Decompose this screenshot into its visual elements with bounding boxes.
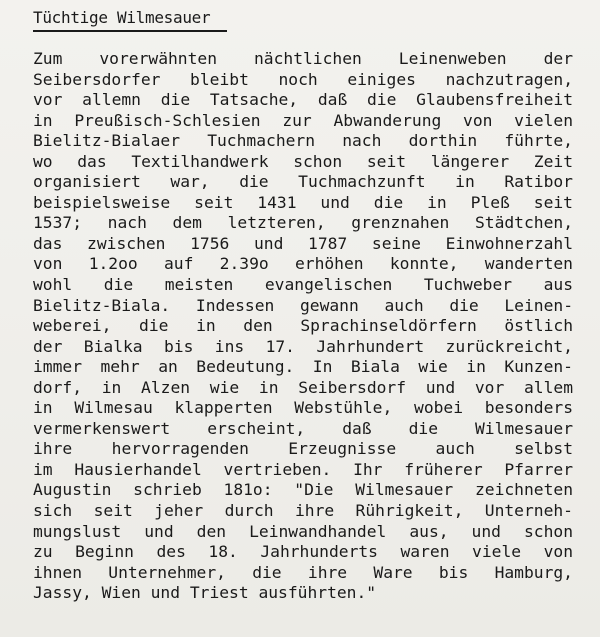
article-body — [33, 49, 573, 604]
text-line: vermerkenswert erscheint, daß die Wilmesauer — [33, 418, 573, 438]
text-line: Augustin schrieb 181o: "Die Wilmesauer zeichneten — [33, 480, 573, 500]
text-line: ihre hervorragenden Erzeugnisse auch selbst — [33, 439, 573, 459]
text-line: der Bialka bis ins 17. Jahrhundert zurückreicht, — [33, 336, 573, 356]
text-line: dorf, in Alzen wie in Seibersdorf und vor allem — [33, 377, 573, 397]
text-line: ihnen Unternehmer, die ihre Ware bis Hamburg, — [33, 562, 573, 582]
text-line: beispielsweise seit 1431 und die in Pleß seit — [33, 192, 573, 212]
text-line: wo das Textilhandwerk schon seit längerer Zeit — [33, 151, 573, 171]
text-line: Bielitz-Bialaer Tuchmachern nach dorthin führte, — [33, 131, 573, 151]
text-line: wohl die meisten evangelischen Tuchweber aus — [33, 275, 573, 295]
text-line: von 1.2oo auf 2.39o erhöhen konnte, wanderten — [33, 254, 573, 274]
text-line: im Hausierhandel vertrieben. Ihr früherer Pfarrer — [33, 459, 573, 479]
text-line: sich seit jeher durch ihre Rührigkeit, Unterneh- — [33, 501, 573, 521]
text-line: organisiert war, die Tuchmachzunft in Ratibor — [33, 172, 573, 192]
heading-underline — [33, 30, 227, 32]
text-line: in Preußisch-Schlesien zur Abwanderung von vielen — [33, 110, 573, 130]
text-line: zu Beginn des 18. Jahrhunderts waren viele von — [33, 542, 573, 562]
text-line: weberei, die in den Sprachinseldörfern östlich — [33, 316, 573, 336]
text-line: in Wilmesau klapperten Webstühle, wobei besonders — [33, 398, 573, 418]
text-line: Zum vorerwähnten nächtlichen Leinenweben der — [33, 49, 573, 68]
text-line: 1537; nach dem letzteren, grenznahen Städtchen, — [33, 213, 573, 233]
text-line: Bielitz-Biala. Indessen gewann auch die Leinen- — [33, 295, 573, 315]
text-line: immer mehr an Bedeutung. In Biala wie in Kunzen- — [33, 357, 573, 377]
article-heading: Tüchtige Wilmesauer — [33, 8, 211, 27]
text-line: mungslust und den Leinwandhandel aus, und schon — [33, 521, 573, 541]
text-line: das zwischen 1756 und 1787 seine Einwohnerzahl — [33, 233, 573, 253]
text-line: Seibersdorfer bleibt noch einiges nachzutragen, — [33, 69, 573, 89]
text-line: vor allemn die Tatsache, daß die Glaubensfreiheit — [33, 90, 573, 110]
text-line-last: Jassy, Wien und Triest ausführten." — [33, 583, 377, 603]
